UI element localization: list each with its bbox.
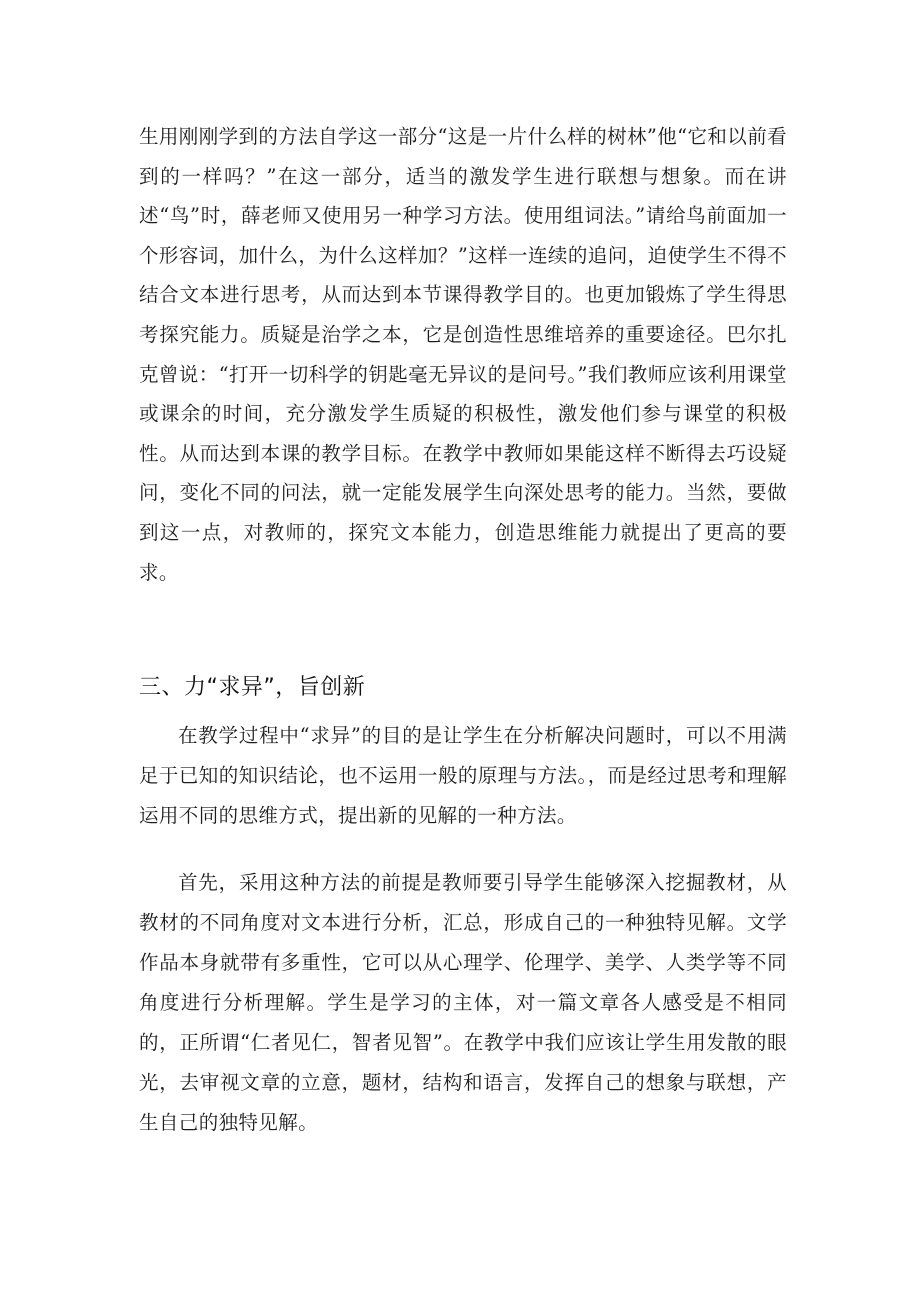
body-paragraph-3: 首先，采用这种方法的前提是教师要引导学生能够深入挖掘教材，从教材的不同角度对文本进行分析，汇总，形成自己的一种独特见解。文学作品本身就带有多重性，它可以从心理学、伦理学、美学、人类学等不同角度进行分析理解。学生是学习的主体，对一篇文章各人感受是不相同的，正所谓“仁者见仁，智者见智”。在教学中我们应该让学生用发散的眼光，去审视文章的立意，题材，结构和语言，发挥自己的想象与联想，产生自己的独特见解。 — [139, 871, 787, 1134]
section-heading: 三、力“求异”，旨创新 — [139, 675, 366, 700]
body-paragraph-continued: 生用刚刚学到的方法自学这一部分“这是一片什么样的树林”他“它和以前看到的一样吗？”在这一部分，适当的激发学生进行联想与想象。而在讲述“鸟”时，薛老师又使用另一种学习方法。使用组词法。”请给鸟前面加一个形容词，加什么，为什么这样加？”这样一连续的追问，迫使学生不得不结合文本进行思考，从而达到本节课得教学目的。也更加锻炼了学生得思考探究能力。质疑是治学之本，它是创造性思维培养的重要途径。巴尔扎克曾说：“打开一切科学的钥匙毫无异议的是问号。”我们教师应该利用课堂或课余的时间，充分激发学生质疑的积极性，激发他们参与课堂的积极性。从而达到本课的教学目标。在教学中教师如果能这样不断得去巧设疑问，变化不同的问法，就一定能发展学生向深处思考的能力。当然，要做到这一点，对教师的，探究文本能力，创造思维能力就提出了更高的要求。 — [139, 125, 788, 584]
body-paragraph-2: 在教学过程中“求异”的目的是让学生在分析解决问题时，可以不用满足于已知的知识结论，也不运用一般的原理与方法。，而是经过思考和理解运用不同的思维方式，提出新的见解的一种方法。 — [139, 724, 787, 827]
